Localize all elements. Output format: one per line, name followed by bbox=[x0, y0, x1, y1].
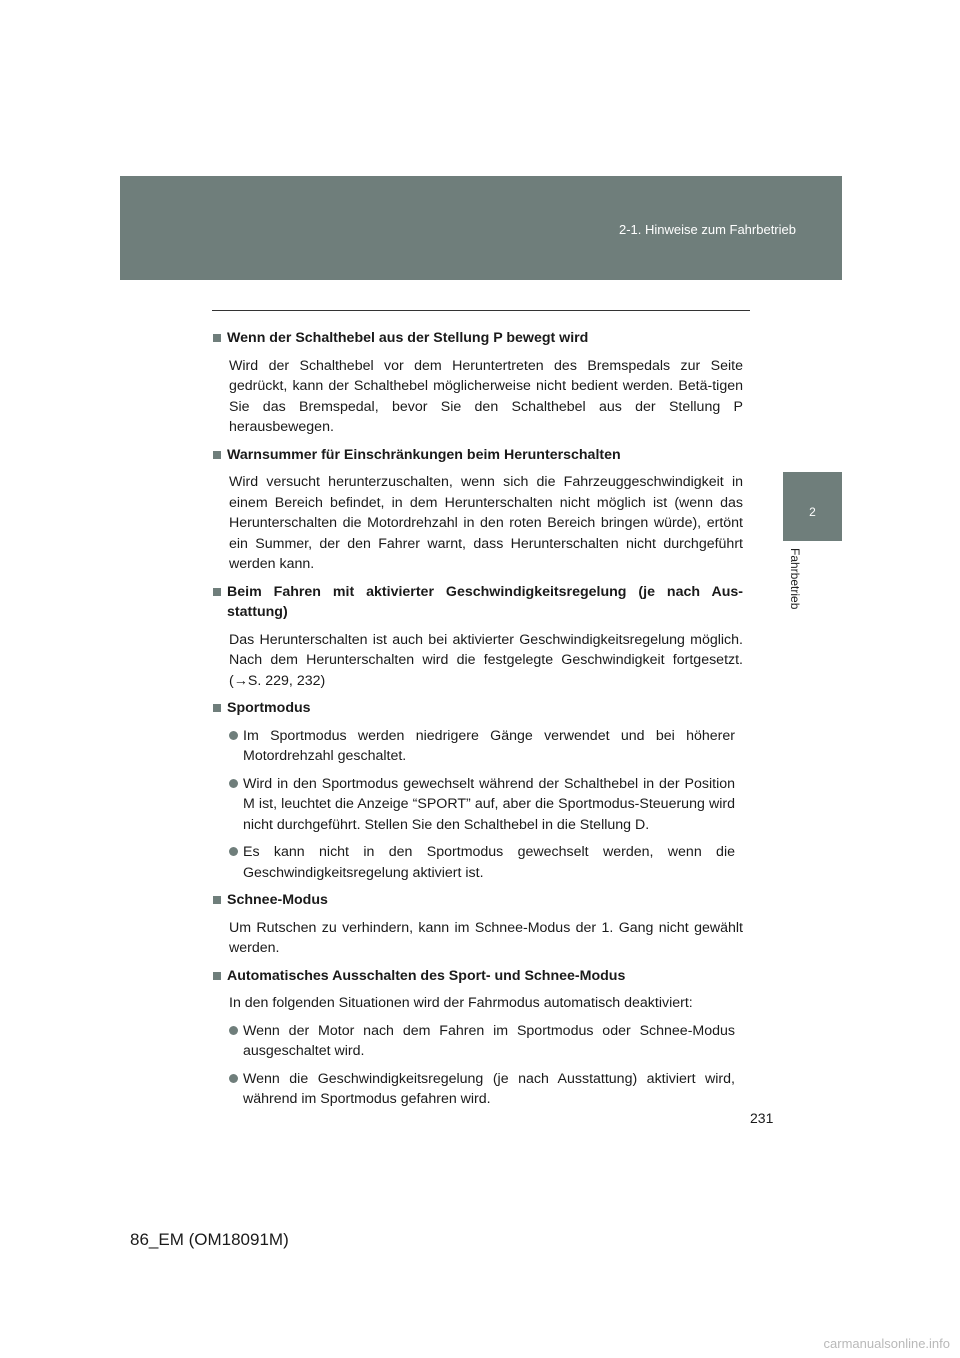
section-auto-cancel bbox=[213, 966, 743, 1110]
header-band bbox=[120, 176, 842, 280]
square-bullet-icon bbox=[213, 451, 221, 459]
section-downshift-warning bbox=[213, 445, 743, 575]
watermark[interactable]: carmanualsonline.info bbox=[823, 1336, 950, 1351]
round-bullet-icon bbox=[229, 779, 238, 788]
section-cruise-control bbox=[213, 582, 743, 692]
chapter-number: 2 bbox=[809, 505, 816, 519]
round-bullet-icon bbox=[229, 1074, 238, 1083]
chapter-label bbox=[786, 548, 806, 628]
round-bullet-icon bbox=[229, 731, 238, 740]
model-code: 86_EM (OM18091M) bbox=[130, 1230, 289, 1249]
section-heading: Wenn der Schalthebel aus der Stellung P bewegt wird bbox=[213, 328, 743, 349]
round-bullet-icon bbox=[229, 1026, 238, 1035]
top-divider bbox=[212, 310, 750, 311]
list-item: Im Sportmodus werden niedrigere Gänge verwendet und bei höherer Motordrehzahl geschaltet. bbox=[213, 726, 743, 767]
section-snow-mode bbox=[213, 890, 743, 959]
square-bullet-icon bbox=[213, 896, 221, 904]
list-item: Wenn der Motor nach dem Fahren im Sportmodus oder Schnee-Modus ausgeschaltet wird. bbox=[213, 1021, 743, 1062]
square-bullet-icon bbox=[213, 704, 221, 712]
section-heading: Beim Fahren mit aktivierter Geschwindigkeitsregelung (je nach Aus-stattung) bbox=[213, 582, 743, 623]
square-bullet-icon bbox=[213, 588, 221, 596]
section-paragraph: Wird der Schalthebel vor dem Heruntertreten des Bremspedals zur Seite gedrückt, kann der Schalthebel möglicherweise nicht bedient werden. Betä-tigen Sie das Bremspedal, bevor Sie den Schalthebel aus der Stellung P herausbewegen. bbox=[229, 357, 743, 435]
section-shift-from-p bbox=[213, 328, 743, 438]
section-heading: Automatisches Ausschalten des Sport- und Schnee-Modus bbox=[213, 966, 743, 987]
section-heading: Warnsummer für Einschränkungen beim Herunterschalten bbox=[213, 445, 743, 466]
list-item: Wird in den Sportmodus gewechselt während der Schalthebel in der Position M ist, leuchtet die Anzeige “SPORT” auf, aber die Sportmodus-Steuerung wird nicht durchgeführt. Stellen Sie den Schalthebel in die Stellung D. bbox=[213, 774, 743, 836]
section-heading: Schnee-Modus bbox=[213, 890, 743, 911]
section-paragraph: Das Herunterschalten ist auch bei aktivierter Geschwindigkeitsregelung möglich. Nach dem Herunterschalten wird die festgelegte Geschwindigkeit fortgesetzt. (→S. 229, 232) bbox=[229, 631, 743, 689]
list-item: Es kann nicht in den Sportmodus gewechselt werden, wenn die Geschwindigkeitsregelung aktiviert ist. bbox=[213, 842, 743, 883]
section-sport-mode bbox=[213, 698, 743, 883]
section-heading: Sportmodus bbox=[213, 698, 743, 719]
round-bullet-icon bbox=[229, 847, 238, 856]
chapter-tab bbox=[783, 472, 842, 541]
list-item: Wenn die Geschwindigkeitsregelung (je nach Ausstattung) aktiviert wird, während im Sportmodus gefahren wird. bbox=[213, 1069, 743, 1110]
square-bullet-icon bbox=[213, 334, 221, 342]
section-title: 2-1. Hinweise zum Fahrbetrieb bbox=[618, 222, 796, 237]
section-paragraph: Um Rutschen zu verhindern, kann im Schnee-Modus der 1. Gang nicht gewählt werden. bbox=[229, 919, 743, 956]
page-content bbox=[213, 328, 743, 1117]
section-paragraph: Wird versucht herunterzuschalten, wenn sich die Fahrzeuggeschwindigkeit in einem Bereich befindet, in dem Herunterschalten nicht möglich ist (wenn das Herunterschalten die Motordrehzahl in den roten Bereich bringen würde), ertönt ein Summer, der den Fahrer warnt, dass Herunterschalten nicht durchgeführt werden kann. bbox=[229, 474, 743, 572]
chapter-label-text: Fahrbetrieb bbox=[788, 548, 802, 610]
page-number: 231 bbox=[750, 1110, 774, 1126]
section-paragraph: In den folgenden Situationen wird der Fahrmodus automatisch deaktiviert: bbox=[229, 995, 693, 1011]
square-bullet-icon bbox=[213, 972, 221, 980]
